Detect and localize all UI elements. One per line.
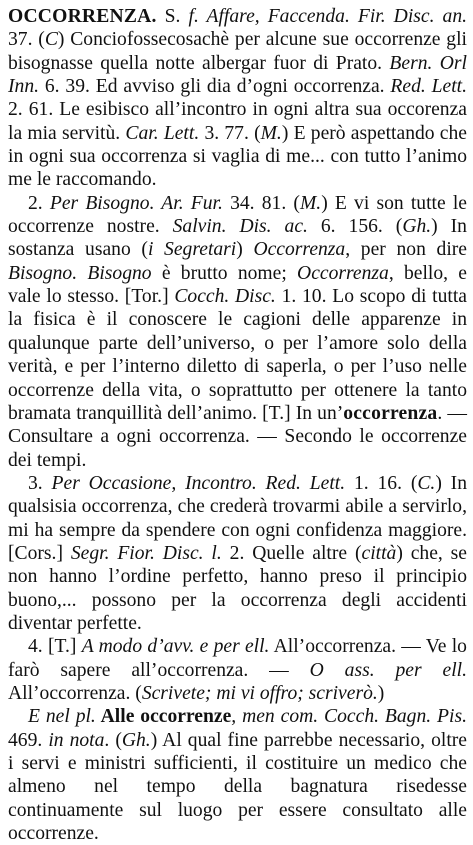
citation-text: Occorrenza [253, 239, 346, 261]
entry-text: ) E vi son tutte le occorrenze nostre. [8, 192, 467, 238]
entry-sense-5 [8, 705, 467, 845]
citation-text: A modo d’avv. e per ell. [81, 636, 270, 658]
entry-text: . ( [104, 729, 122, 751]
entry-text: S. [156, 6, 189, 27]
entry-text: ) che, se non hanno l’ordine perfetto, hanno preso il principio buono,... possono per la occorrenza degli accidenti diventar perfette. [8, 542, 467, 634]
citation-text: C [44, 29, 58, 51]
citation-text: Cocch. Disc. [174, 286, 276, 308]
entry-text: 2. 61. Le esibisco all’incontro in ogni altra sua occorenza la mia servitù. [8, 99, 467, 144]
citation-text: M. [260, 122, 282, 144]
citation-text: Red. Lett. [390, 76, 467, 98]
entry-sense-3 [8, 472, 467, 635]
entry-text: 2. Quelle altre ( [221, 542, 362, 564]
entry-text: ) In qualsisia occorrenza, che crederà trovarmi abile a servirlo, mi ha sempre da spendere con ogni confidenza maggiore. [Cors.] [8, 472, 468, 564]
citation-text: , men com. Cocch. Bagn. Pis. [231, 706, 467, 728]
entry-text: 6. 156. ( [307, 216, 403, 238]
entry-text: All’occorrenza. — Ve lo farò sapere all’occorrenza. — [8, 636, 467, 681]
headword-text: Alle occorrenze [95, 706, 232, 728]
entry-text: è brutto nome; [151, 262, 298, 284]
citation-text: Salvin. Dis. ac. [172, 216, 308, 238]
citation-text: in nota [48, 729, 105, 751]
citation-text: M. [299, 192, 322, 214]
entry-sense-4 [8, 635, 467, 705]
citation-text: Occorrenza [297, 262, 389, 284]
entry-text: 1. 10. Lo scopo di tutta la fisica è il conoscere le cagioni delle apparenze in qualunque parte dell’universo, o per l’amore solo della verità, e per l’interno diletto di saperla, o per l’uso nelle occorrenze della vita, o soprattutto per ottenere la tanto bramata tranquillità dell’animo. [T.] In un’ [8, 286, 468, 424]
entry-sense-2 [8, 192, 467, 472]
entry-text: ) Conciofossecosachè per alcune sue occorrenze gli bisognasse quella notte albergar fuor di Prato. [8, 29, 467, 74]
entry-text: 37. ( [8, 29, 45, 51]
citation-text: Segr. Fior. Disc. l. [70, 542, 222, 564]
citation-text: E nel pl. [28, 706, 96, 728]
citation-text: Bisogno. Bisogno [8, 262, 152, 284]
dictionary-entry-occorrenza [8, 5, 467, 845]
entry-text: ) [236, 239, 254, 261]
entry-text: 6. 39. Ed avviso gli dia d’ogni occorrenza. [39, 76, 391, 98]
citation-text: Car. Lett. [125, 122, 200, 144]
entry-text: 2. [28, 192, 50, 214]
entry-text: ) E però aspettando che in ogni sua occorrenza si vaglia di me... con tutto l’animo me le raccomando. [8, 122, 467, 191]
citation-text: O ass. per ell. [309, 659, 467, 681]
entry-text: 34. 81. ( [222, 192, 300, 214]
citation-text: C. [417, 472, 436, 494]
entry-text: , per non dire [345, 239, 467, 261]
citation-text: i Segretari [147, 239, 237, 261]
entry-text: . — Consultare a ogni occorrenza. — Secondo le occorrenze dei tempi. [8, 402, 468, 471]
citation-text: Per Bisogno. Ar. Fur. [49, 192, 223, 214]
citation-text: Per Occasione, Incontro. Red. Lett. [51, 472, 346, 494]
entry-text: 1. 16. ( [345, 472, 418, 494]
citation-text: Gh. [121, 729, 151, 751]
headword-text: occorrenza [343, 402, 438, 424]
entry-text: 469. [8, 729, 49, 751]
citation-text: Scrivete; mi vi offro; scriverò. [141, 682, 378, 704]
citation-text: f. Affare, Faccenda. Fir. Disc. an. [188, 6, 468, 27]
entry-text: ) In sostanza usano ( [8, 216, 467, 261]
citation-text: Gh. [402, 216, 432, 238]
entry-definition-main [8, 5, 467, 192]
headword-text: OCCORRENZA. [8, 6, 157, 27]
entry-text: All’occorrenza. ( [8, 682, 142, 704]
entry-text: , bello, e vale lo stesso. [Tor.] [8, 262, 467, 308]
entry-text: ) Al qual fine parrebbe necessario, oltre i servi e ministri sufficienti, il costituire un medico che almeno nel tempo della bagnatura risedesse continuamente sul luogo per essere consultato alle occorrenze. [8, 729, 467, 845]
entry-text: 4. [T.] [28, 636, 82, 658]
citation-text: città [361, 542, 397, 564]
entry-text: ) [377, 682, 385, 704]
entry-text: 3. [28, 472, 52, 494]
citation-text: Bern. Orl Inn. [8, 52, 467, 98]
entry-text: 3. 77. ( [199, 122, 261, 144]
